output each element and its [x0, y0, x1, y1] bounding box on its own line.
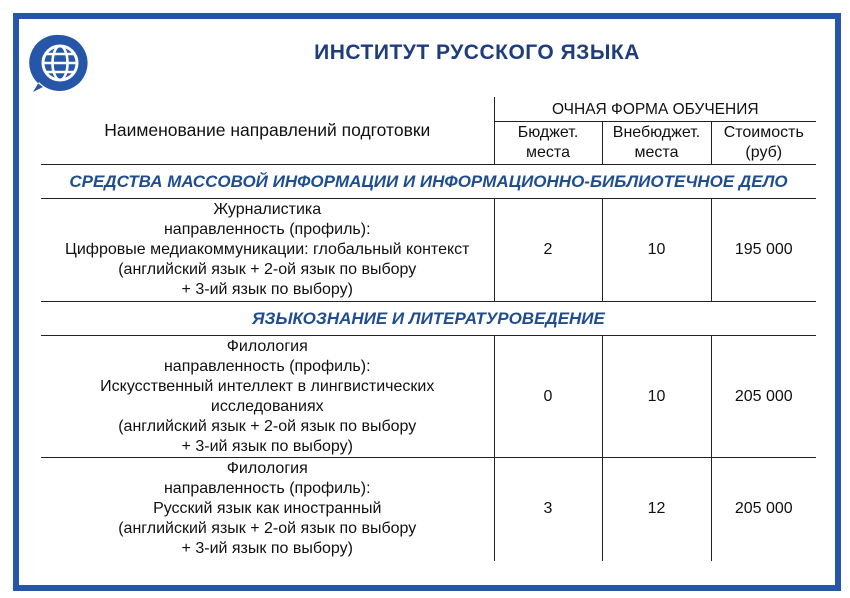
program-description: Филология направленность (профиль): Искусственный интеллект в лингвистических исследованиях (английский язык + 2-ой язык по выбору + 3-ий язык по выбору) — [41, 336, 494, 458]
paid-places: 10 — [602, 199, 711, 302]
page-title: ИНСТИТУТ РУССКОГО ЯЗЫКА — [314, 41, 640, 64]
cost-value: 195 000 — [711, 199, 816, 302]
cost-value: 205 000 — [711, 336, 816, 458]
budget-places: 3 — [494, 458, 602, 561]
paid-places: 12 — [602, 458, 711, 561]
column-header-paid: Внебюджет. места — [602, 122, 711, 165]
column-header-budget: Бюджет. места — [494, 122, 602, 165]
paid-places: 10 — [602, 336, 711, 458]
program-description: Журналистика направленность (профиль): Цифровые медиакоммуникации: глобальный контекст (английский язык + 2-ой язык по выбору + 3-ий язык по выбору) — [41, 199, 494, 302]
table-row — [41, 458, 816, 561]
cost-value: 205 000 — [711, 458, 816, 561]
section-heading: ЯЗЫКОЗНАНИЕ И ЛИТЕРАТУРОВЕДЕНИЕ — [41, 302, 816, 336]
table-row — [41, 199, 816, 302]
table-row — [41, 336, 816, 458]
section-heading: СРЕДСТВА МАССОВОЙ ИНФОРМАЦИИ И ИНФОРМАЦИОННО-БИБЛИОТЕЧНОЕ ДЕЛО — [41, 165, 816, 199]
page-frame — [13, 13, 841, 591]
globe-icon — [29, 32, 91, 94]
programs-table — [41, 97, 816, 561]
program-description: Филология направленность (профиль): Русский язык как иностранный (английский язык + 2-ой язык по выбору + 3-ий язык по выбору) — [118, 460, 417, 558]
budget-places: 0 — [494, 336, 602, 458]
column-group-header: ОЧНАЯ ФОРМА ОБУЧЕНИЯ — [494, 97, 816, 122]
budget-places: 2 — [494, 199, 602, 302]
column-header-cost: Стоимость (руб) — [711, 122, 816, 165]
column-header-name: Наименование направлений подготовки — [41, 97, 494, 165]
